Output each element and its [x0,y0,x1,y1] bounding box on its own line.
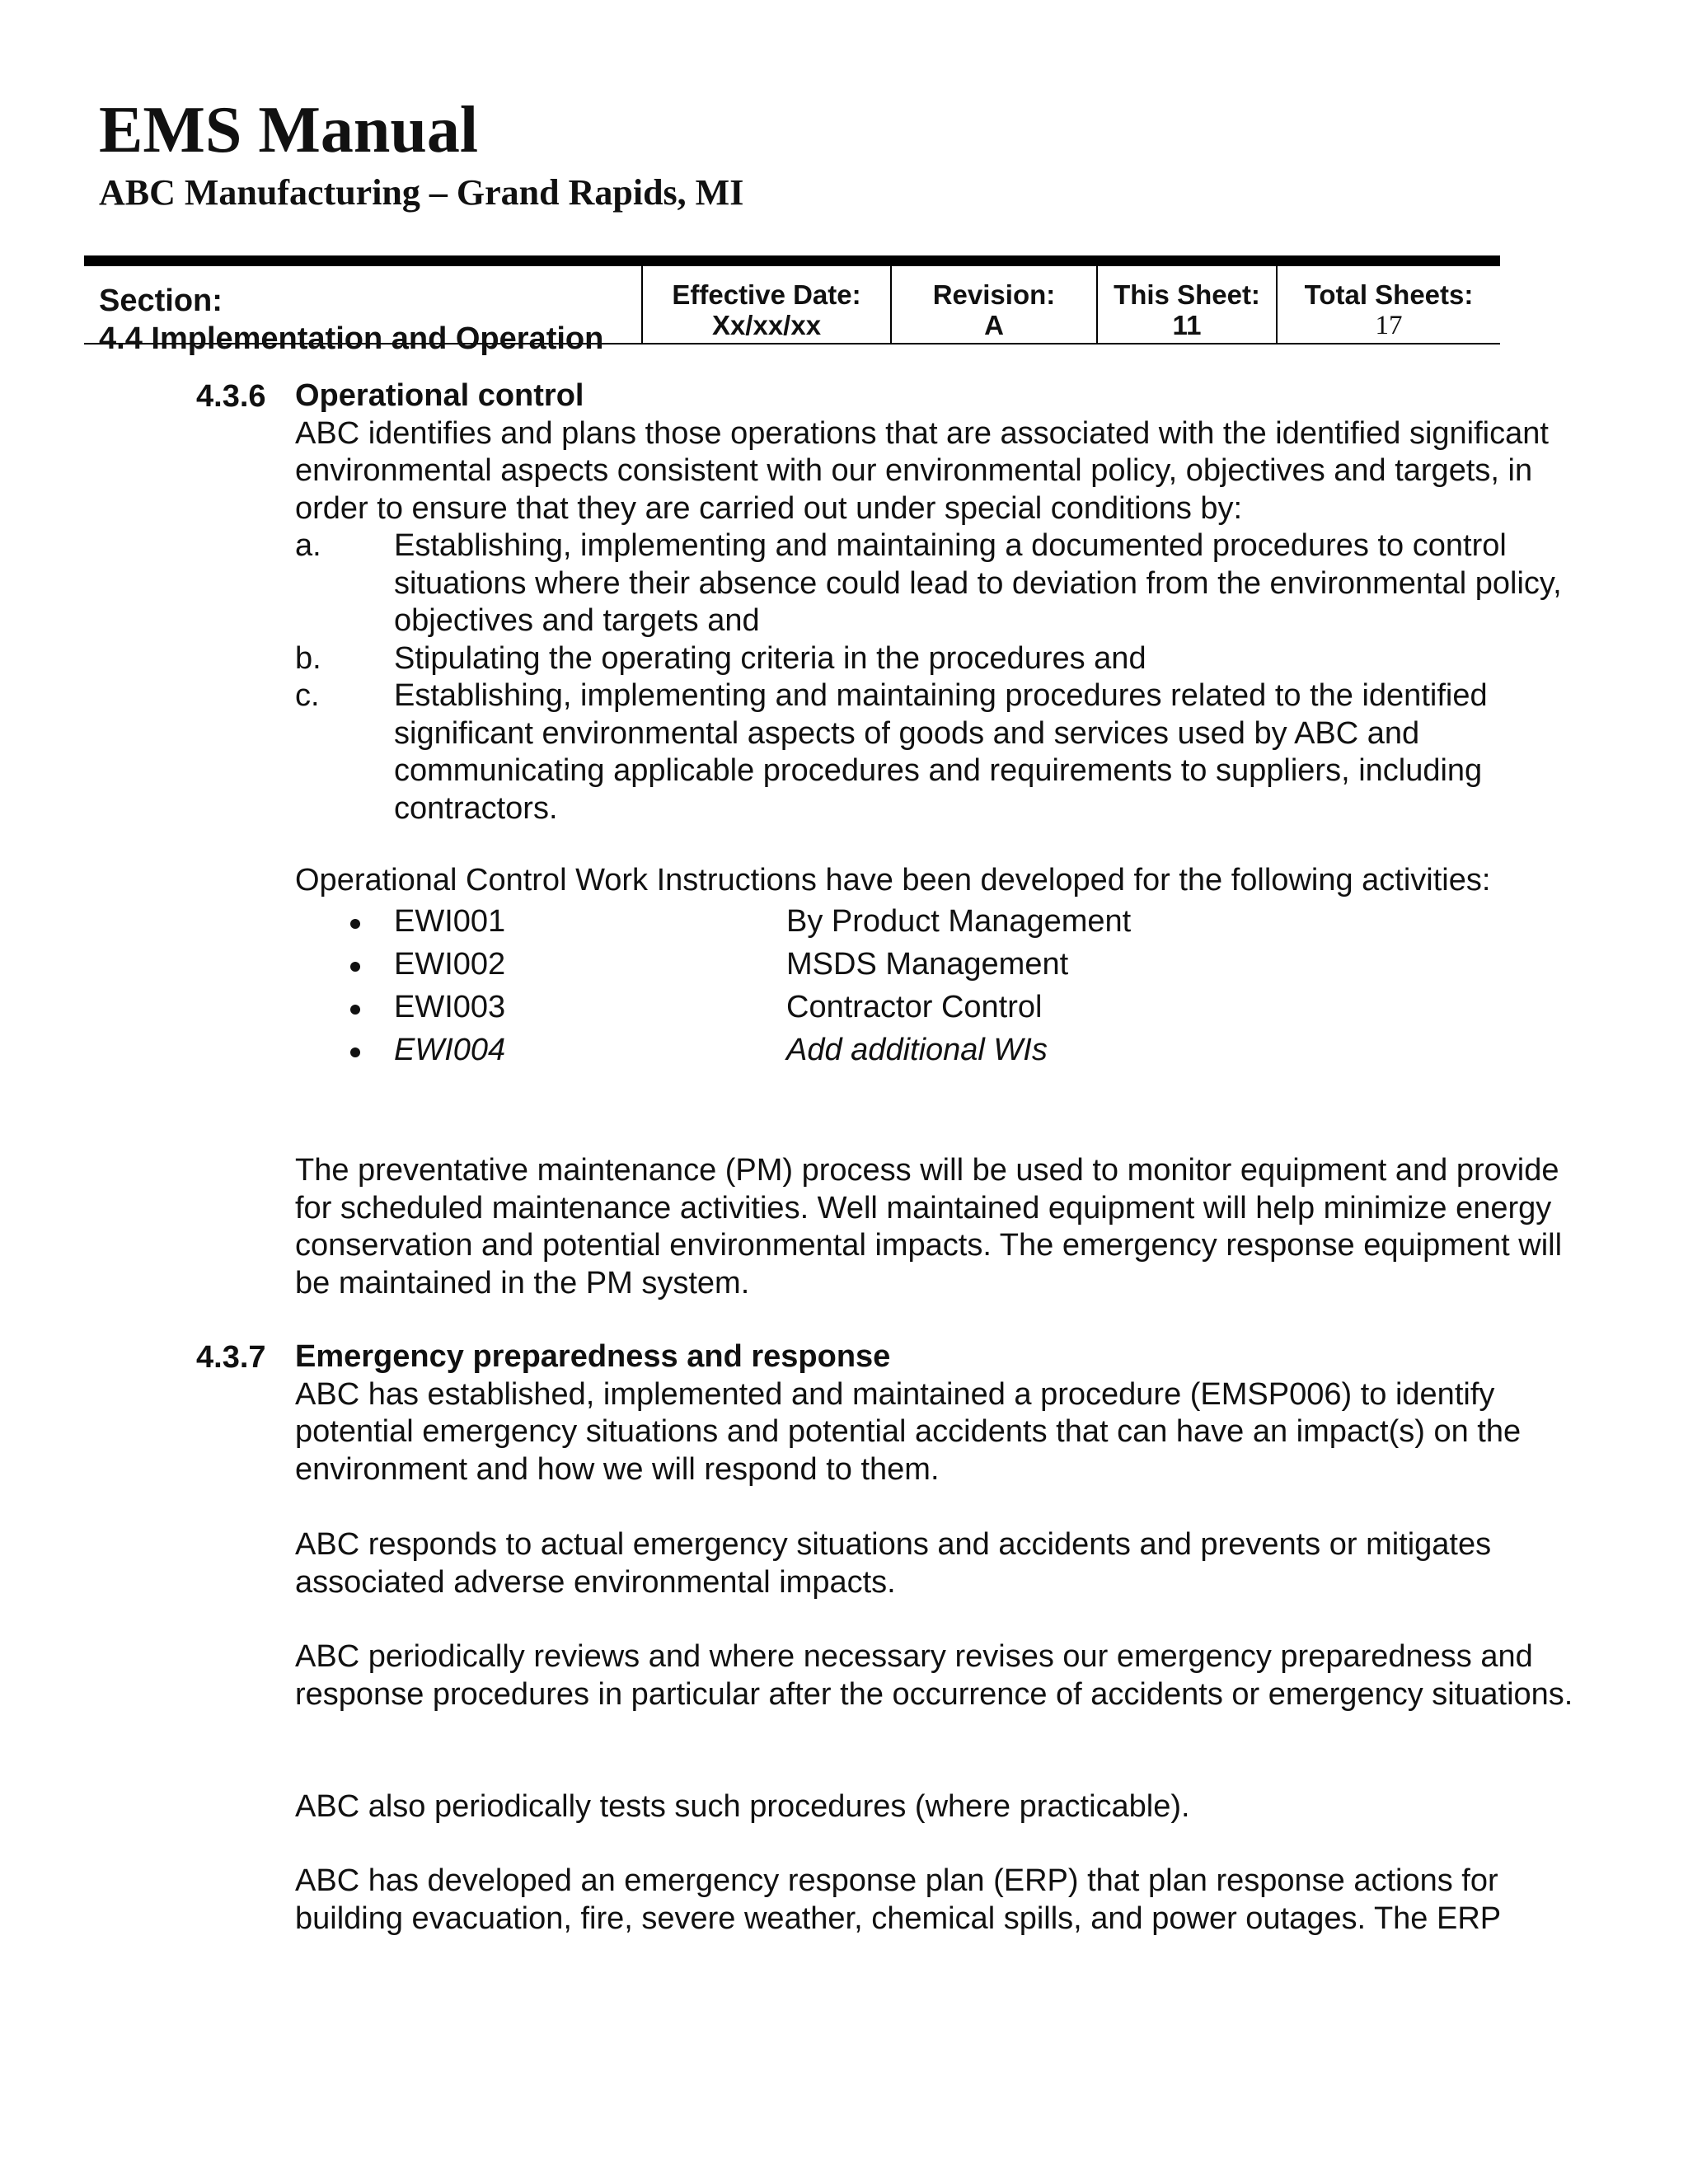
paragraph: ABC periodically reviews and where necessary revises our emergency preparedness and response procedures in particular after the occurrence of accidents or emergency situations. [295,1639,1573,1712]
section-4-3-7 [295,1338,1581,1488]
paragraph: ABC has established, implemented and maintained a procedure (EMSP006) to identify potential emergency situations and potential accidents that can have an impact(s) on the environment and how we will respond to them. [295,1376,1522,1487]
this-sheet-cell [1096,266,1276,343]
list-item [295,677,1581,827]
work-instruction-code: EWI002 [394,946,506,982]
work-instruction-name: MSDS Management [786,946,1069,982]
paragraph-block [295,1526,1581,1601]
list-text: Establishing, implementing and maintaining procedures related to the identified significant environmental aspects of goods and services used by ABC and communicating applicable procedures and requirements to suppliers, including contractors. [394,678,1488,826]
total-sheets-label: Total Sheets: [1304,279,1474,310]
section-heading: Emergency preparedness and response [295,1339,891,1374]
work-instruction-code: EWI004 [394,1032,506,1067]
document-header-table [84,255,1500,356]
effective-date-cell [641,266,890,343]
total-sheets-value: 17 [1375,311,1403,340]
section-cell [84,266,641,356]
list-text: Establishing, implementing and maintaining a documented procedures to control situations where their absence could lead to deviation from the environmental policy, objectives and targets and [394,528,1562,638]
list-marker: b. [295,640,321,676]
paragraph-block [295,1638,1581,1713]
document-title: EMS Manual [99,94,479,166]
paragraph: ABC also periodically tests such procedures (where practicable). [295,1789,1190,1824]
work-instruction-code: EWI001 [394,903,506,939]
total-sheets-cell [1276,266,1500,343]
work-instruction-row [295,1029,1581,1071]
this-sheet-label: This Sheet: [1114,279,1260,310]
operational-control-intro: ABC identifies and plans those operations that are associated with the identified significant environmental aspects consistent with our environmental policy, objectives and targets, in order to ensure that they are carried out under special conditions by: [295,415,1549,526]
work-instruction-name: Contractor Control [786,989,1043,1024]
section-number-4-3-6: 4.3.6 [196,379,266,414]
bullet-icon [295,1029,394,1071]
revision-cell [890,266,1096,343]
section-heading: Operational control [295,378,584,413]
work-instruction-row [295,943,1581,986]
list-text: Stipulating the operating criteria in the procedures and [394,640,1146,676]
work-instructions-intro: Operational Control Work Instructions have been developed for the following activities: [295,863,1491,898]
list-item [295,527,1581,640]
list-item [295,640,1581,678]
pm-paragraph: The preventative maintenance (PM) process will be used to monitor equipment and provide for scheduled maintenance activities. Well maintained equipment will help minimize energy conservation and potential environmental impacts. The emergency response equipment will be maintained in the PM system. [295,1153,1563,1301]
list-marker: a. [295,528,321,563]
bullet-icon [295,986,394,1029]
revision-value: A [984,310,1004,340]
paragraph-block [295,1788,1581,1826]
paragraph: ABC responds to actual emergency situations and accidents and prevents or mitigates associated adverse environmental impacts. [295,1527,1492,1600]
list-marker: c. [295,678,320,713]
section-label: Section: [99,284,223,318]
this-sheet-value: 11 [1172,310,1202,340]
paragraph-block [295,1863,1581,1938]
section-value: 4.4 Implementation and Operation [99,321,604,356]
work-instruction-code: EWI003 [394,989,506,1024]
paragraph: ABC has developed an emergency response plan (ERP) that plan response actions for building evacuation, fire, severe weather, chemical spills, and power outages. The ERP [295,1863,1502,1936]
bullet-icon [295,900,394,943]
effective-date-label: Effective Date: [672,279,861,310]
section-number-4-3-7: 4.3.7 [196,1340,266,1375]
effective-date-value: Xx/xx/xx [711,310,822,340]
pm-paragraph-block [295,1152,1581,1302]
work-instruction-name: Add additional WIs [786,1032,1048,1067]
bullet-icon [295,943,394,986]
work-instruction-row [295,986,1581,1029]
revision-label: Revision: [932,279,1056,310]
section-4-3-6 [295,377,1581,827]
document-subtitle: ABC Manufacturing – Grand Rapids, MI [99,172,744,213]
work-instruction-row [295,900,1581,943]
work-instruction-name: By Product Management [786,903,1132,939]
work-instructions-block [295,862,1581,1071]
